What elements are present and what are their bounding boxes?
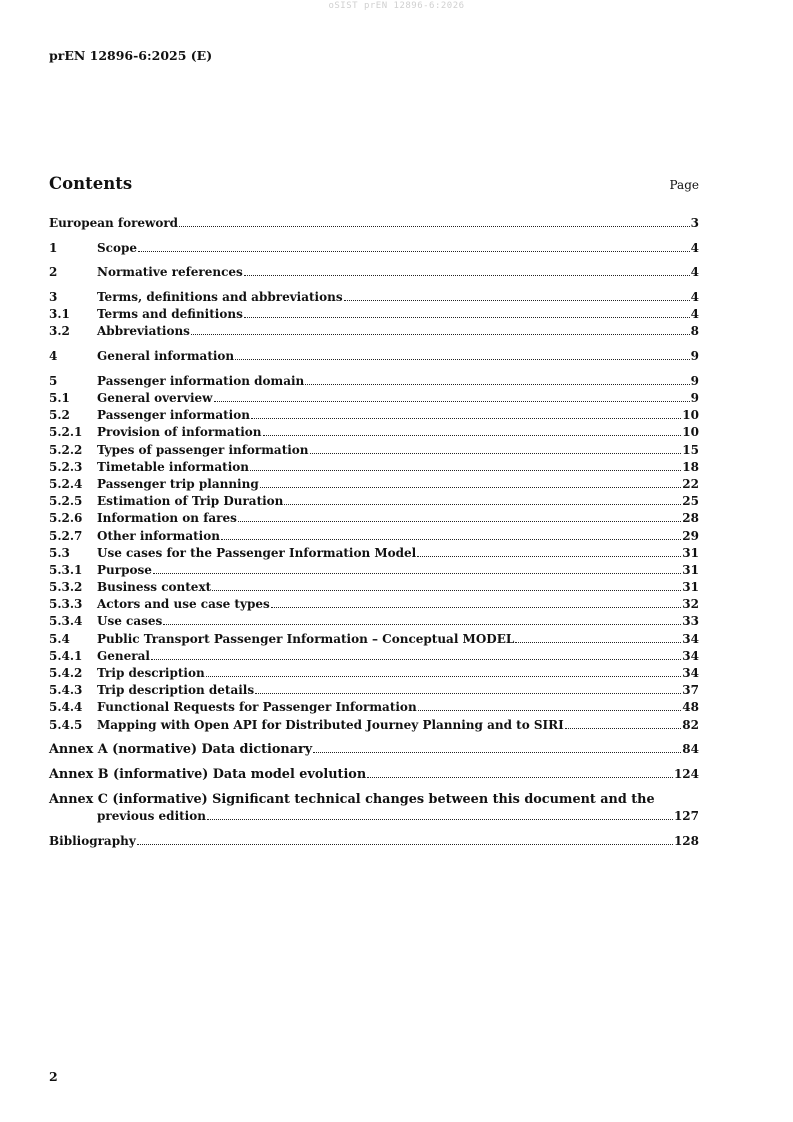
toc-entry-page: 22 [682, 476, 699, 491]
toc-entry-european-foreword[interactable] [49, 215, 699, 232]
contents-title: Contents [49, 174, 133, 193]
toc-entry-page: 3 [690, 216, 699, 230]
toc-entry-number: 5.2.6 [49, 511, 83, 526]
toc-entry-number: 5.2.5 [49, 494, 83, 509]
toc-entry-title: Annex A (normative) Data dictionary [49, 742, 313, 758]
toc-entry-title: Trip description [97, 666, 205, 680]
toc-leader [271, 607, 682, 608]
toc-entry-title: Purpose [97, 562, 152, 577]
toc-leader [137, 844, 673, 845]
toc-entry-page: 124 [673, 766, 699, 781]
toc-leader [163, 624, 681, 625]
toc-leader [367, 777, 673, 778]
toc-entry-title: Terms and definitions [97, 307, 243, 322]
toc-entry-business-context[interactable] [49, 579, 699, 596]
toc-entry-number: 1 [49, 240, 58, 255]
toc-entry-annex-a[interactable] [49, 741, 699, 758]
toc-entry-title: Timetable information [97, 459, 249, 474]
toc-leader [212, 590, 681, 591]
toc-leader [417, 556, 681, 557]
toc-entry-page: 32 [682, 597, 699, 612]
toc-leader [344, 300, 690, 301]
toc-entry-estimation-of-trip-duration[interactable] [49, 493, 699, 510]
toc-entry-terms-definitions-abbreviations[interactable] [49, 289, 699, 306]
toc-entry-terms-and-definitions[interactable] [49, 306, 699, 323]
toc-entry-page: 4 [690, 290, 699, 305]
toc-leader [151, 659, 681, 660]
toc-entry-number: 5.3 [49, 545, 70, 560]
watermark: oSIST prEN 12896-6:2026 [328, 1, 465, 11]
toc-leader [244, 317, 690, 318]
toc-entry-page: 28 [682, 511, 699, 526]
toc-entry-title: Bibliography [49, 833, 136, 848]
toc-entry-page: 31 [682, 545, 699, 560]
toc-entry-timetable-information[interactable] [49, 459, 699, 476]
toc-entry-page: 127 [673, 808, 699, 823]
toc-leader [191, 334, 690, 335]
toc-entry-title: Provision of information [97, 425, 262, 440]
toc-entry-title: Mapping with Open API for Distributed Journey Planning and to SIRI [97, 717, 564, 732]
toc-leader [565, 728, 682, 729]
toc-entry-title: Public Transport Passenger Information – Conceptual MODEL [97, 631, 515, 646]
toc-entry-trip-description[interactable] [49, 665, 699, 682]
toc-entry-page: 9 [690, 391, 699, 405]
toc-entry-title: Types of passenger information [97, 442, 309, 457]
toc-entry-page: 128 [673, 833, 699, 848]
toc-entry-number: 5.4.2 [49, 666, 83, 680]
toc-entry-page: 25 [682, 494, 699, 509]
toc-entry-title: Business context [97, 580, 212, 595]
toc-leader [214, 401, 690, 402]
toc-leader [138, 251, 690, 252]
toc-entry-information-on-fares[interactable] [49, 510, 699, 527]
toc-entry-normative-references[interactable] [49, 264, 699, 281]
document-id: prEN 12896-6:2025 (E) [49, 48, 213, 63]
toc-entry-use-cases-for-model[interactable] [49, 545, 699, 562]
toc-entry-number: 5.3.1 [49, 562, 83, 577]
toc-entry-number: 5.4.3 [49, 683, 83, 698]
toc-leader [251, 418, 681, 419]
toc-entry-number: 5.4.1 [49, 648, 83, 663]
toc-leader [206, 676, 682, 677]
toc-entry-number: 5 [49, 373, 58, 388]
toc-entry-title: Use cases [97, 614, 163, 629]
toc-entry-annex-c-continuation[interactable] [49, 808, 699, 825]
toc-entry-number: 5.3.2 [49, 580, 83, 595]
toc-entry-title: Passenger information domain [97, 373, 305, 388]
toc-entry-number: 5.2.4 [49, 476, 83, 491]
toc-entry-passenger-information[interactable] [49, 407, 699, 424]
toc-entry-page: 4 [690, 240, 699, 255]
toc-entry-scope[interactable] [49, 240, 699, 257]
toc-entry-title: Passenger trip planning [97, 476, 259, 491]
toc-entry-title: General information [97, 349, 235, 364]
toc-entry-title: Abbreviations [97, 324, 190, 339]
toc-entry-page: 10 [682, 408, 699, 423]
toc-entry-number: 5.4 [49, 631, 70, 646]
toc-entry-functional-requests[interactable] [49, 699, 699, 716]
toc-entry-number: 5.1 [49, 391, 70, 405]
toc-entry-mapping-open-api-siri[interactable] [49, 717, 699, 734]
toc-entry-title: Normative references [97, 265, 243, 280]
toc-entry-page: 34 [682, 666, 699, 680]
toc-entry-title: Other information [97, 528, 220, 543]
toc-entry-passenger-information-domain[interactable] [49, 373, 699, 390]
toc-entry-general-overview[interactable] [49, 390, 699, 407]
toc-entry-number: 5.2.1 [49, 425, 83, 440]
toc-entry-purpose[interactable] [49, 562, 699, 579]
toc-leader [515, 642, 681, 643]
toc-entry-title: Trip description details [97, 683, 255, 698]
toc-entry-page: 82 [682, 717, 699, 732]
toc-leader [244, 275, 690, 276]
toc-entry-number: 5.2.2 [49, 442, 83, 457]
toc-entry-general[interactable] [49, 648, 699, 665]
toc-entry-page: 33 [682, 614, 699, 629]
toc-entry-number: 5.4.5 [49, 717, 83, 732]
toc-entry-number: 5.3.3 [49, 597, 83, 612]
toc-entry-title: Actors and use case types [97, 597, 270, 612]
toc-entry-title: Passenger information [97, 408, 250, 423]
toc-entry-page: 29 [682, 528, 699, 543]
toc-entry-title: Scope [97, 240, 138, 255]
toc-leader [260, 487, 682, 488]
toc-entry-page: 15 [682, 442, 699, 457]
toc-entry-number: 5.2.3 [49, 459, 83, 474]
toc-entry-provision-of-information[interactable] [49, 424, 699, 441]
toc-entry-number: 5.4.4 [49, 700, 83, 715]
toc-leader [310, 453, 682, 454]
table-of-contents [49, 215, 699, 850]
toc-leader [207, 819, 673, 820]
toc-entry-number: 3.1 [49, 307, 70, 322]
toc-entry-number: 5.2 [49, 408, 70, 423]
toc-leader [263, 435, 682, 436]
toc-entry-other-information[interactable] [49, 528, 699, 545]
toc-entry-number: 2 [49, 265, 58, 280]
toc-entry-page: 10 [682, 425, 699, 440]
toc-entry-number: 5.3.4 [49, 614, 83, 629]
toc-entry-page: 84 [682, 742, 699, 757]
toc-leader [238, 521, 681, 522]
toc-entry-page: 31 [682, 580, 699, 595]
toc-leader [418, 710, 682, 711]
toc-leader [313, 752, 681, 753]
toc-leader [284, 504, 681, 505]
toc-entry-title: Functional Requests for Passenger Information [97, 700, 417, 715]
toc-entry-number: 3 [49, 290, 58, 305]
toc-entry-bibliography[interactable] [49, 833, 699, 850]
toc-entry-page: 31 [682, 562, 699, 577]
toc-entry-number: 3.2 [49, 324, 70, 339]
toc-entry-page: 34 [682, 631, 699, 646]
page-number: 2 [49, 1069, 58, 1084]
toc-entry-title: Estimation of Trip Duration [97, 494, 284, 509]
toc-entry-actors-and-use-case-types[interactable] [49, 596, 699, 613]
toc-entry-title: Use cases for the Passenger Information Model [97, 545, 417, 560]
toc-leader [153, 573, 681, 574]
toc-leader [255, 693, 681, 694]
toc-entry-number: 5.2.7 [49, 528, 83, 543]
toc-leader [250, 470, 681, 471]
toc-entry-conceptual-model[interactable] [49, 631, 699, 648]
page-column-label: Page [669, 178, 699, 192]
toc-entry-number: 4 [49, 349, 58, 364]
toc-entry-page: 37 [682, 683, 699, 698]
toc-entry-title: Information on fares [97, 511, 237, 526]
toc-entry-types-of-passenger-information[interactable] [49, 442, 699, 459]
toc-entry-general-information[interactable] [49, 348, 699, 365]
toc-entry-page: 4 [690, 307, 699, 322]
toc-entry-page: 8 [690, 324, 699, 339]
toc-entry-annex-b[interactable] [49, 766, 699, 783]
toc-entry-page: 9 [690, 373, 699, 388]
toc-entry-title-continuation: previous edition [97, 808, 206, 823]
toc-leader [235, 359, 689, 360]
toc-entry-title: Terms, definitions and abbreviations [97, 290, 343, 305]
toc-leader [179, 226, 690, 227]
toc-entry-page: 48 [682, 700, 699, 715]
toc-entry-page: 4 [690, 265, 699, 280]
toc-entry-annex-c[interactable] [49, 791, 699, 808]
toc-entry-abbreviations[interactable] [49, 323, 699, 340]
toc-entry-trip-description-details[interactable] [49, 682, 699, 699]
toc-entry-page: 18 [682, 459, 699, 474]
toc-entry-title: General [97, 648, 150, 663]
toc-entry-use-cases[interactable] [49, 613, 699, 630]
toc-entry-title: European foreword [49, 216, 179, 230]
toc-leader [221, 539, 681, 540]
toc-entry-page: 9 [690, 349, 699, 364]
toc-entry-title: Annex C (informative) Significant technical changes between this document and the [49, 791, 655, 807]
toc-leader [305, 384, 689, 385]
toc-entry-title: Annex B (informative) Data model evolution [49, 766, 367, 782]
toc-entry-title: General overview [97, 391, 213, 405]
toc-entry-passenger-trip-planning[interactable] [49, 476, 699, 493]
toc-entry-page: 34 [682, 648, 699, 663]
